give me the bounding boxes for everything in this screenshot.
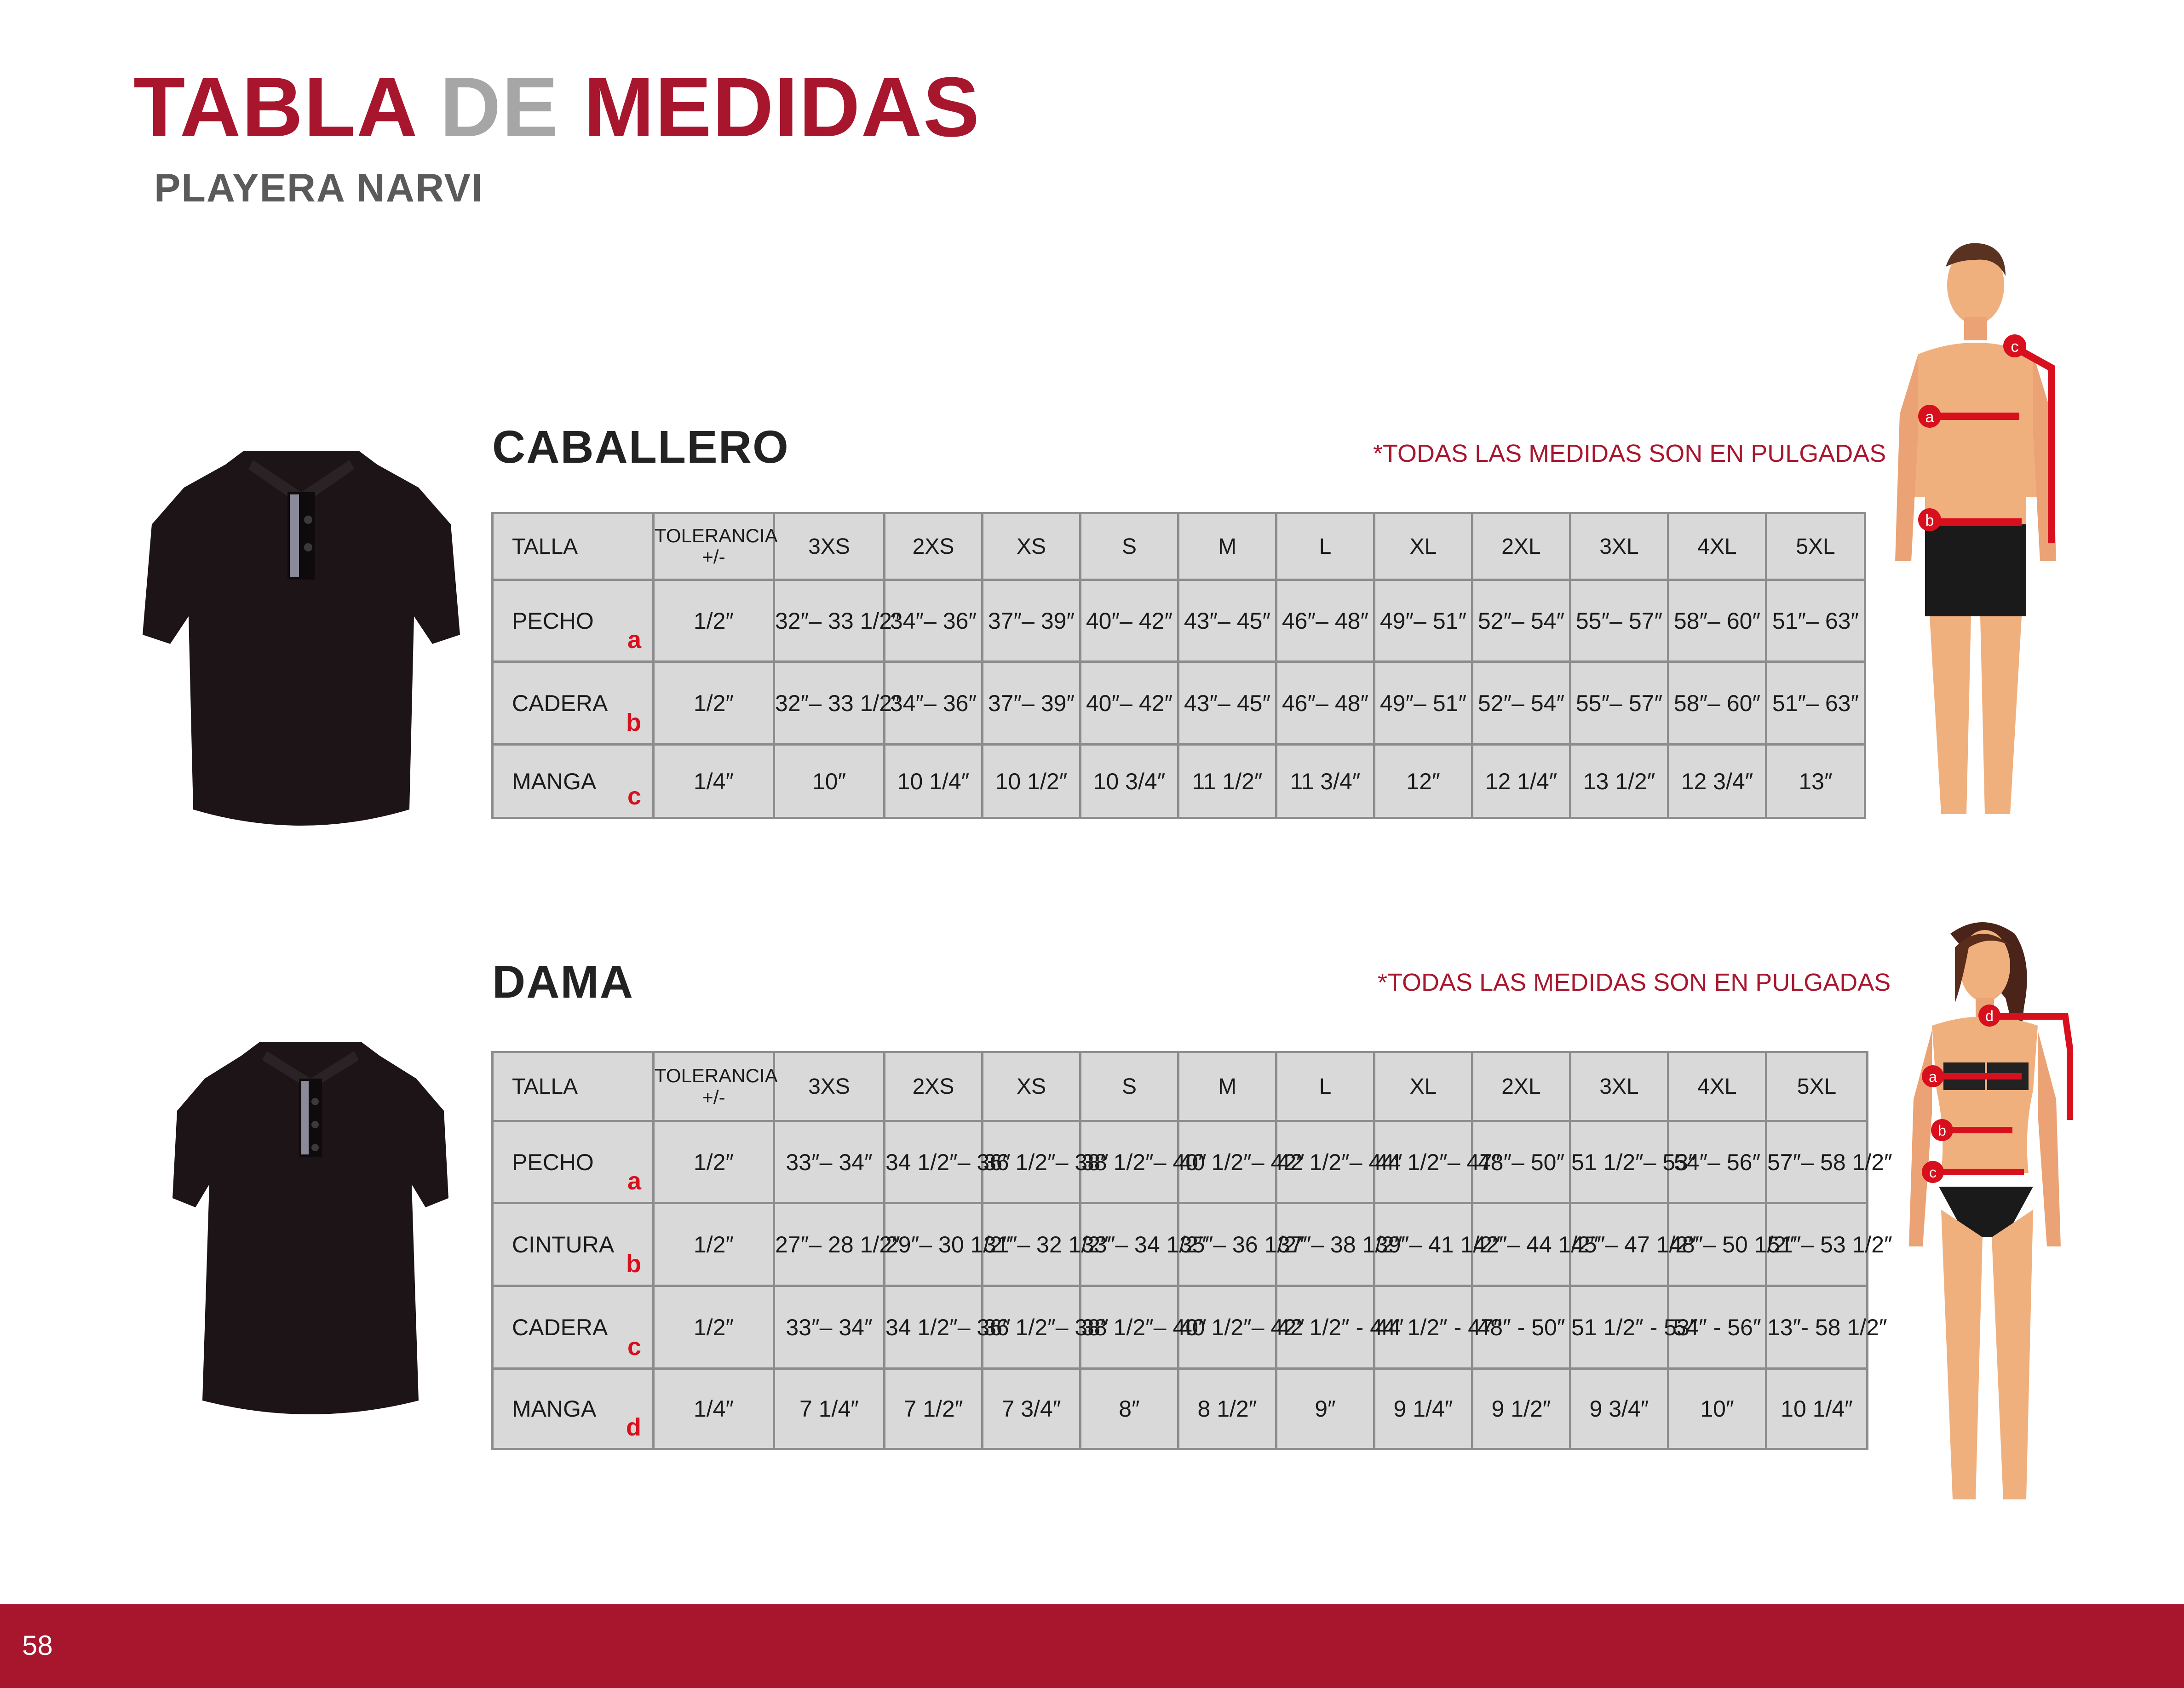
table-cell: 10″ bbox=[774, 745, 885, 818]
table-cell: 10 1/4″ bbox=[885, 745, 983, 818]
table-cell: 27″– 28 1/2″ bbox=[774, 1203, 885, 1286]
table-cell: 33″– 34″ bbox=[774, 1286, 885, 1369]
table-cell: 7 1/4″ bbox=[774, 1369, 885, 1449]
table-cell: 13″ bbox=[1766, 745, 1865, 818]
table-cell: 55″– 57″ bbox=[1570, 662, 1668, 745]
page-number: 58 bbox=[22, 1630, 53, 1661]
header-cell: XL bbox=[1374, 1052, 1472, 1121]
women-polo-shirt-image bbox=[168, 1033, 453, 1428]
table-header-row bbox=[493, 1052, 1868, 1121]
header-cell: 3XS bbox=[774, 513, 885, 580]
table-cell: 51″– 63″ bbox=[1766, 662, 1865, 745]
header-cell: 5XL bbox=[1766, 1052, 1868, 1121]
table-cell: 58″– 60″ bbox=[1668, 580, 1766, 662]
table-cell: 12 3/4″ bbox=[1668, 745, 1766, 818]
table-cell: 9 3/4″ bbox=[1570, 1369, 1668, 1449]
dama-units-note: *TODAS LAS MEDIDAS SON EN PULGADAS bbox=[1378, 969, 1891, 996]
header-cell: 2XS bbox=[885, 1052, 983, 1121]
measure-letter: a bbox=[627, 626, 641, 654]
svg-text:b: b bbox=[1938, 1122, 1946, 1139]
female-body-measurement-figure bbox=[1900, 915, 2084, 1509]
table-cell: 8 1/2″ bbox=[1178, 1369, 1276, 1449]
table-cell: 10 1/2″ bbox=[983, 745, 1081, 818]
table-cell: 40″– 42″ bbox=[1081, 662, 1178, 745]
row-label: CADERA b bbox=[493, 662, 654, 745]
table-cell: 58″– 60″ bbox=[1668, 662, 1766, 745]
header-cell: XL bbox=[1374, 513, 1472, 580]
header-cell: L bbox=[1276, 513, 1374, 580]
header-cell: XS bbox=[983, 1052, 1081, 1121]
table-cell: 54″ - 56″ bbox=[1668, 1286, 1766, 1369]
header-cell: M bbox=[1178, 513, 1276, 580]
header-cell: 2XS bbox=[885, 513, 983, 580]
page-title: TABLA DE MEDIDAS bbox=[133, 59, 981, 154]
table-cell: 1/2″ bbox=[654, 1286, 774, 1369]
table-cell: 40″– 42″ bbox=[1081, 580, 1178, 662]
table-cell: 9″ bbox=[1276, 1369, 1374, 1449]
table-cell: 42 1/2″– 44″ bbox=[1276, 1121, 1374, 1203]
row-label: CADERA c bbox=[493, 1286, 654, 1369]
header-cell: TOLERANCIA +/- bbox=[654, 1052, 774, 1121]
table-cell: 11 1/2″ bbox=[1178, 745, 1276, 818]
table-cell: 48″– 50″ bbox=[1472, 1121, 1570, 1203]
caballero-units-note: *TODAS LAS MEDIDAS SON EN PULGADAS bbox=[1373, 440, 1886, 467]
svg-text:d: d bbox=[1985, 1008, 1994, 1024]
table-cell: 40 1/2″– 42″ bbox=[1178, 1286, 1276, 1369]
header-cell: 3XL bbox=[1570, 1052, 1668, 1121]
table-cell: 45″– 47 1/2″ bbox=[1570, 1203, 1668, 1286]
table-cell: 46″– 48″ bbox=[1276, 580, 1374, 662]
measure-letter: a bbox=[627, 1167, 641, 1195]
table-cell: 57″– 58 1/2″ bbox=[1766, 1121, 1868, 1203]
table-cell: 32″– 33 1/2″ bbox=[774, 662, 885, 745]
table-cell: 33″– 34 1/2″ bbox=[1081, 1203, 1178, 1286]
table-row bbox=[493, 1121, 1868, 1203]
table-cell: 9 1/4″ bbox=[1374, 1369, 1472, 1449]
row-label: PECHO a bbox=[493, 580, 654, 662]
row-label: MANGA d bbox=[493, 1369, 654, 1449]
header-cell: 3XS bbox=[774, 1052, 885, 1121]
measure-letter: c bbox=[627, 782, 641, 810]
dama-size-table bbox=[491, 1051, 1892, 1450]
header-cell: S bbox=[1081, 1052, 1178, 1121]
table-row bbox=[493, 1286, 1868, 1369]
header-cell: XS bbox=[983, 513, 1081, 580]
table-cell: 51 1/2″ - 53″ bbox=[1570, 1286, 1668, 1369]
table-cell: 34″– 36″ bbox=[885, 662, 983, 745]
table-header-row bbox=[493, 513, 1865, 580]
table-cell: 11 3/4″ bbox=[1276, 745, 1374, 818]
table-cell: 10 1/4″ bbox=[1766, 1369, 1868, 1449]
table-cell: 38 1/2″– 40″ bbox=[1081, 1286, 1178, 1369]
table-cell: 36 1/2″– 38″ bbox=[983, 1286, 1081, 1369]
men-polo-shirt-image bbox=[138, 442, 465, 855]
table-cell: 1/4″ bbox=[654, 745, 774, 818]
table-cell: 46″– 48″ bbox=[1276, 662, 1374, 745]
header-cell: 2XL bbox=[1472, 513, 1570, 580]
header-cell: 3XL bbox=[1570, 513, 1668, 580]
table-cell: 8″ bbox=[1081, 1369, 1178, 1449]
svg-text:c: c bbox=[2011, 338, 2019, 356]
table-cell: 37″– 38 1/2″ bbox=[1276, 1203, 1374, 1286]
measure-letter: b bbox=[626, 1250, 641, 1278]
table-cell: 36 1/2″– 38″ bbox=[983, 1121, 1081, 1203]
table-cell: 39″– 41 1/2″ bbox=[1374, 1203, 1472, 1286]
table-cell: 44 1/2″ - 47″ bbox=[1374, 1286, 1472, 1369]
row-label: CINTURA b bbox=[493, 1203, 654, 1286]
table-row bbox=[493, 1203, 1868, 1286]
caballero-size-table bbox=[491, 512, 1866, 819]
table-cell: 7 1/2″ bbox=[885, 1369, 983, 1449]
table-cell: 9 1/2″ bbox=[1472, 1369, 1570, 1449]
table-cell: 10 3/4″ bbox=[1081, 745, 1178, 818]
dama-section-title: DAMA bbox=[492, 956, 634, 1008]
table-cell: 1/4″ bbox=[654, 1369, 774, 1449]
table-cell: 49″– 51″ bbox=[1374, 662, 1472, 745]
table-cell: 51″– 63″ bbox=[1766, 580, 1865, 662]
table-cell: 1/2″ bbox=[654, 1203, 774, 1286]
header-cell: S bbox=[1081, 513, 1178, 580]
table-row bbox=[493, 1369, 1868, 1449]
svg-text:a: a bbox=[1929, 1068, 1937, 1085]
table-cell: 43″– 45″ bbox=[1178, 580, 1276, 662]
table-cell: 54″– 56″ bbox=[1668, 1121, 1766, 1203]
table-cell: 40 1/2″– 42″ bbox=[1178, 1121, 1276, 1203]
table-row bbox=[493, 662, 1865, 745]
table-cell: 10″ bbox=[1668, 1369, 1766, 1449]
row-label: PECHO a bbox=[493, 1121, 654, 1203]
header-cell: 4XL bbox=[1668, 1052, 1766, 1121]
table-cell: 34″– 36″ bbox=[885, 580, 983, 662]
table-cell: 13 1/2″ bbox=[1570, 745, 1668, 818]
table-cell: 52″– 54″ bbox=[1472, 662, 1570, 745]
table-cell: 1/2″ bbox=[654, 1121, 774, 1203]
header-cell: L bbox=[1276, 1052, 1374, 1121]
caballero-section-title: CABALLERO bbox=[492, 421, 789, 473]
table-cell: 33″– 34″ bbox=[774, 1121, 885, 1203]
header-cell: 5XL bbox=[1766, 513, 1865, 580]
table-cell: 34 1/2″– 36″ bbox=[885, 1286, 983, 1369]
table-cell: 48″– 50 1/2″ bbox=[1668, 1203, 1766, 1286]
table-cell: 52″– 54″ bbox=[1472, 580, 1570, 662]
table-cell: 35″– 36 1/2″ bbox=[1178, 1203, 1276, 1286]
table-cell: 7 3/4″ bbox=[983, 1369, 1081, 1449]
footer-bar bbox=[0, 1604, 2184, 1688]
measure-letter: b bbox=[626, 709, 641, 736]
table-cell: 1/2″ bbox=[654, 662, 774, 745]
table-cell: 13″- 58 1/2″ bbox=[1766, 1286, 1868, 1369]
table-cell: 48″ - 50″ bbox=[1472, 1286, 1570, 1369]
svg-text:a: a bbox=[1925, 408, 1934, 426]
table-cell: 42″– 44 1/2″ bbox=[1472, 1203, 1570, 1286]
page-subtitle: PLAYERA NARVI bbox=[154, 166, 483, 210]
table-row bbox=[493, 745, 1865, 818]
header-cell: M bbox=[1178, 1052, 1276, 1121]
table-cell: 37″– 39″ bbox=[983, 662, 1081, 745]
table-cell: 37″– 39″ bbox=[983, 580, 1081, 662]
header-cell: 4XL bbox=[1668, 513, 1766, 580]
table-cell: 44 1/2″– 47″ bbox=[1374, 1121, 1472, 1203]
table-cell: 12″ bbox=[1374, 745, 1472, 818]
header-cell: TOLERANCIA +/- bbox=[654, 513, 774, 580]
table-cell: 49″– 51″ bbox=[1374, 580, 1472, 662]
row-label: MANGA c bbox=[493, 745, 654, 818]
table-cell: 51 1/2″– 53″ bbox=[1570, 1121, 1668, 1203]
table-cell: 38 1/2″– 40″ bbox=[1081, 1121, 1178, 1203]
table-cell: 31″– 32 1/2″ bbox=[983, 1203, 1081, 1286]
header-cell: 2XL bbox=[1472, 1052, 1570, 1121]
table-cell: 12 1/4″ bbox=[1472, 745, 1570, 818]
table-cell: 29″– 30 1/2″ bbox=[885, 1203, 983, 1286]
table-cell: 42 1/2″ - 44″ bbox=[1276, 1286, 1374, 1369]
header-cell: TALLA bbox=[493, 513, 654, 580]
svg-text:b: b bbox=[1925, 512, 1934, 529]
table-row bbox=[493, 580, 1865, 662]
measure-letter: c bbox=[627, 1333, 641, 1361]
measure-letter: d bbox=[626, 1413, 641, 1441]
table-cell: 34 1/2″– 36″ bbox=[885, 1121, 983, 1203]
header-cell: TALLA bbox=[493, 1052, 654, 1121]
table-cell: 51″– 53 1/2″ bbox=[1766, 1203, 1868, 1286]
svg-text:c: c bbox=[1929, 1164, 1937, 1181]
table-cell: 43″– 45″ bbox=[1178, 662, 1276, 745]
male-body-measurement-figure bbox=[1891, 239, 2061, 819]
table-cell: 1/2″ bbox=[654, 580, 774, 662]
table-cell: 32″– 33 1/2″ bbox=[774, 580, 885, 662]
table-cell: 55″– 57″ bbox=[1570, 580, 1668, 662]
